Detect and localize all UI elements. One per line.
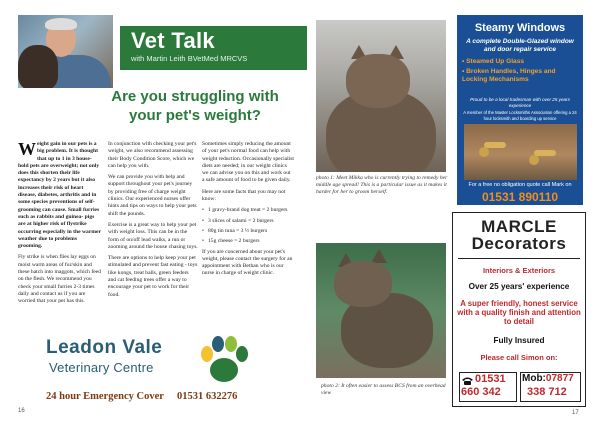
divider [458,258,580,259]
paragraph: We can provide you with help and support throughout your pet's journey by providing free of charge weight clinics. Our experienced nurses offer hints and tips on ways to help your pets shift the pounds. [108,174,197,217]
mobile-label: Mob: [522,373,546,384]
title-line-1: MARCLE [481,217,557,236]
cat-photo-2 [316,243,446,378]
advert-experience: Proud to be a local tradesman with over 25 years experience [470,97,570,108]
drop-cap: W [18,139,36,159]
paragraph: Fly strike is when flies lay eggs on moist warm areas of fur/skin and these hatch into maggots, which feed on the flesh. We recommend you check your small furries 2-3 times daily and contact us if you are worried that your pet has this. [18,254,101,305]
advert-experience: Over 25 years' experience [468,282,570,291]
article-column-2 [108,141,198,303]
headline-line-1: Are you struggling with [111,88,279,105]
emergency-line [46,391,237,402]
cat-photo-1 [316,20,446,172]
headline-line-2: your pet's weight? [129,107,261,124]
paragraph: In conjunction with checking your pet's weight, we also recommend assessing their Body Condition Score, which we can help you with. [108,141,197,169]
service-list [462,58,579,86]
list-item: • Steamed Up Glass [462,58,579,67]
page-number-left: 16 [18,408,25,414]
advert-services: Interiors & Exteriors [482,266,556,275]
article-column-1 [18,141,102,310]
photo-caption-2: photo 2: It often easier to assess BCS from an overhead view [321,383,446,396]
paragraph: There are options to help keep your pet stimulated and prevent fast eating - toys like kongs, treat balls, green feeders and cat feeding trees offer a way to encourage your pet to work for their food. [108,255,198,298]
list-item: • 3 slices of salami = 2 burgers [202,218,294,225]
emergency-label: 24 hour Emergency Cover [46,391,164,402]
column-title: Vet Talk [131,28,215,53]
practice-name: Leadon Vale [46,337,163,358]
advert-insured: Fully Insured [493,336,545,345]
advert-membership: A member of the Master Locksmiths Association offering a 24 hour locksmith and boarding up service [463,110,577,121]
mobile-number: 338 712 [527,386,567,398]
advert-call-to-action: For a free no obligation quote call Mark on [468,182,572,188]
paragraph: eight gain in our pets is a big problem. It is thought that up to 1 in 3 house-hold pets are overweight; not only does this shorten their life expectancy by 2 years but it also increases their risk of heart disease, diabetes, arthritis and in some species preventions of self-grooming can cause. Small furries such as rabbits and guinea- pigs are at higher risk of flystrike occurring especially in the warmer weather due to problems grooming. [18,141,101,250]
list-item: • 15g cheese = 2 burgers [202,238,294,245]
paragraph: Exercise is a great way to help your pet with weight loss. This can be in the form of on/off lead walks, a run or zooming around the house chasing toys. [108,221,198,250]
list-item: • 80g tin tuna = 3 ½ burgers [202,228,294,235]
advert-title: Steamy Windows [474,22,566,34]
column-byline: with Martin Leith BVetMed MRCVS [131,54,248,63]
paw-logo-icon [198,332,250,388]
paragraph: Here are some facts that you may not know: [202,188,286,203]
mobile-line-1 [522,373,574,384]
facts-list [202,207,294,245]
mobile-prefix: 07877 [545,373,574,384]
telephone-number: 660 342 [461,386,501,398]
practice-subtitle: Veterinary Centre [49,360,154,375]
article-headline [60,87,330,125]
list-item: • 1 gravy-brand dog treat = 2 burgers [202,207,294,214]
advert-phone: 01531 890110 [481,190,559,204]
telephone-area-code: 01531 [475,373,506,385]
paragraph: Sometimes simply reducing the amount of your pet's normal food can help with weight reduction. Occasionally specialist diets are needed; in our weight clinics we can advise you on this and work out a safe amount of food to be given daily. [202,141,294,184]
photo-caption-1: photo 1: Meet Mikka who is currently trying to remedy her middle age spread! This is a particular issue as it makes it harder for her to groom herself. [316,175,448,195]
advert-tagline: A super friendly, honest service with a quality finish and attention to detail [457,299,581,326]
paragraph: If you are concerned about your pet's weight, please contact the surgery for an appointment with Bethan who is our nurse in charge of weight clinic. [202,248,293,277]
advert-tagline: A complete Double-Glazed window and door repair service [466,38,574,53]
vet-with-dog-photo [18,15,113,88]
title-line-2: Decorators [471,234,567,253]
advert-title [457,218,581,252]
article-column-3 [202,141,294,282]
door-handles-photo [464,124,577,180]
telephone-icon [461,376,474,386]
emergency-phone: 01531 632276 [177,391,238,402]
advert-call-to-action: Please call Simon on: [480,353,558,362]
list-item: • Broken Handles, Hinges and Locking Mechanisms [462,68,579,85]
page-number-right: 17 [572,410,579,416]
